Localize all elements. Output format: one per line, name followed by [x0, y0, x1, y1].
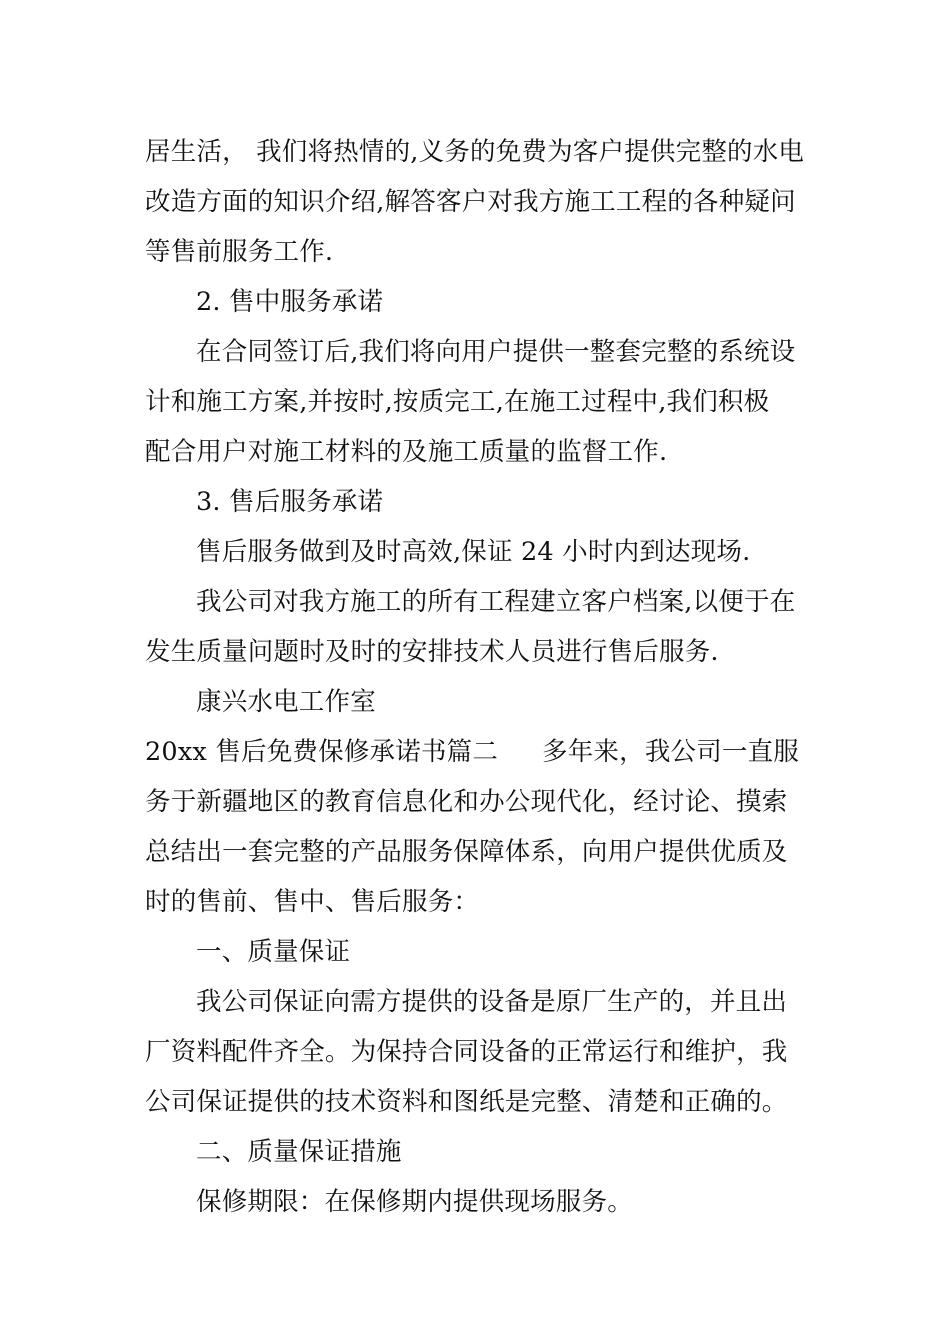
- title-line: [145, 727, 815, 777]
- paragraph-line: 我公司对我方施工的所有工程建立客户档案,以便于在: [196, 587, 796, 617]
- signature-line: 康兴水电工作室: [196, 687, 376, 717]
- paragraph-line: 时的售前、售中、售后服务：: [145, 887, 480, 917]
- paragraph-line: 我公司保证向需方提供的设备是原厂生产的，并且出: [196, 987, 788, 1017]
- paragraph-line: 厂资料配件齐全。为保持合同设备的正常运行和维护，我: [145, 1037, 788, 1067]
- document-title: 20xx 售后免费保修承诺书篇二: [145, 737, 499, 767]
- paragraph-start: 多年来，我公司一直服: [542, 737, 800, 767]
- paragraph-line: 发生质量问题时及时的安排技术人员进行售后服务.: [145, 637, 719, 667]
- paragraph-line: 改造方面的知识介绍,解答客户对我方施工工程的各种疑问: [145, 187, 796, 217]
- paragraph-line: 计和施工方案,并按时,按质完工,在施工过程中,我们积极: [145, 387, 770, 417]
- paragraph-line: 售后服务做到及时高效,保证 24 小时内到达现场.: [196, 537, 751, 567]
- paragraph-line: 务于新疆地区的教育信息化和办公现代化，经讨论、摸索: [145, 787, 788, 817]
- section-heading: 二、质量保证措施: [196, 1137, 402, 1167]
- paragraph-line: 配合用户对施工材料的及施工质量的监督工作.: [145, 437, 668, 467]
- paragraph-line: 居生活， 我们将热情的,义务的免费为客户提供完整的水电: [145, 137, 805, 167]
- paragraph-line: 等售前服务工作.: [145, 237, 334, 267]
- paragraph-line: 在合同签订后,我们将向用户提供一整套完整的系统设: [196, 337, 796, 367]
- paragraph-line: 保修期限：在保修期内提供现场服务。: [196, 1187, 633, 1217]
- paragraph-line: 公司保证提供的技术资料和图纸是完整、清楚和正确的。: [145, 1087, 788, 1117]
- section-heading: 一、质量保证: [196, 937, 351, 967]
- section-heading: 3. 售后服务承诺: [196, 487, 384, 517]
- paragraph-line: 总结出一套完整的产品服务保障体系，向用户提供优质及: [145, 837, 788, 867]
- section-heading: 2. 售中服务承诺: [196, 287, 384, 317]
